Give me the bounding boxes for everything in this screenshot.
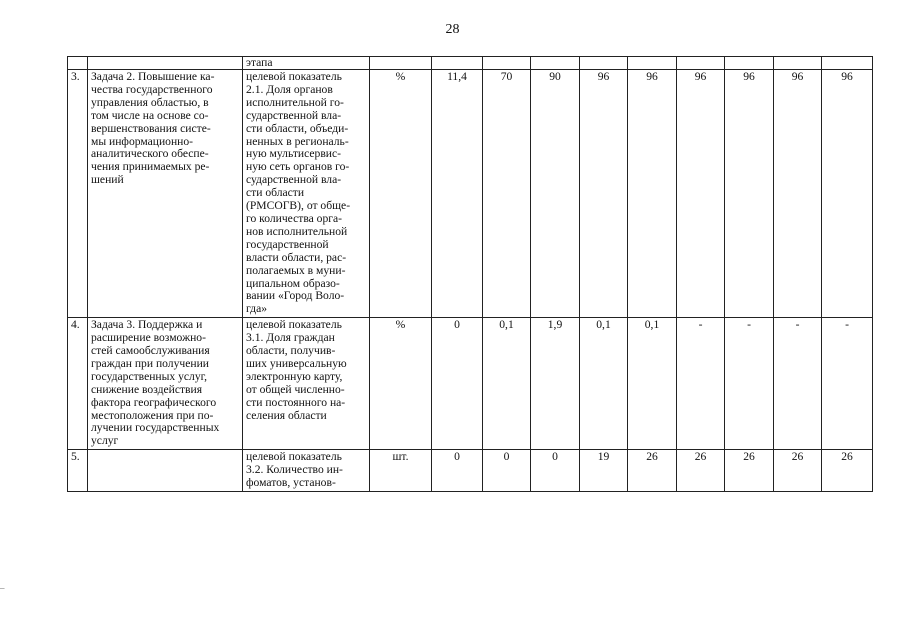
value-cell: - (822, 318, 873, 450)
value-cell: 26 (628, 450, 677, 492)
task-cell (88, 57, 243, 70)
value-cell: - (677, 318, 725, 450)
table-row (68, 70, 873, 318)
value-cell: 26 (725, 450, 774, 492)
value-cell: - (774, 318, 822, 450)
row-number: 3. (68, 70, 88, 318)
value-cell: 1,9 (531, 318, 580, 450)
value-cell: 0,1 (483, 318, 531, 450)
value-cell (677, 57, 725, 70)
value-cell: 0,1 (580, 318, 628, 450)
margin-mark: – (0, 583, 5, 593)
value-cell (822, 57, 873, 70)
unit-cell: % (370, 318, 432, 450)
indicators-table (67, 56, 873, 492)
value-cell: 26 (774, 450, 822, 492)
row-number: 4. (68, 318, 88, 450)
value-cell (531, 57, 580, 70)
value-cell: 26 (677, 450, 725, 492)
unit-cell: % (370, 70, 432, 318)
value-cell: 90 (531, 70, 580, 318)
value-cell: 96 (628, 70, 677, 318)
value-cell: 96 (774, 70, 822, 318)
value-cell (774, 57, 822, 70)
table-row (68, 450, 873, 492)
value-cell: 0 (432, 450, 483, 492)
indicator-cell: целевой показатель 2.1. Доля органов исполнительной го- сударственной вла- сти области, объеди- ненных в региональ- ную мультисервис- ную сеть органов го- сударственной вла- сти области (РМСОГВ), от обще- го количества орга- нов исполнительной государственной власти области, рас- полагаемых в муни- ципальном образо- вании «Город Воло- гда» (243, 70, 370, 318)
value-cell: 0 (483, 450, 531, 492)
indicator-cell: целевой показатель 3.1. Доля граждан области, получив- ших универсальную электронную карту, от общей численно- сти постоянного на- селения области (243, 318, 370, 450)
value-cell: 0 (531, 450, 580, 492)
table-row (68, 57, 873, 70)
value-cell: 0,1 (628, 318, 677, 450)
task-cell: Задача 3. Поддержка и расширение возможно- стей самообслуживания граждан при получении государственных услуг, снижение воздействия фактора географического местоположения при по- лучении государственных услуг (88, 318, 243, 450)
row-number: 5. (68, 450, 88, 492)
table-row (68, 318, 873, 450)
indicator-cell: этапа (243, 57, 370, 70)
value-cell: 96 (677, 70, 725, 318)
value-cell: 96 (822, 70, 873, 318)
value-cell: 96 (725, 70, 774, 318)
value-cell (432, 57, 483, 70)
task-cell: Задача 2. Повышение ка- чества государственного управления областью, в том числе на основе со- вершенствования систе- мы информационно- аналитического обеспе- чения принимаемых ре- шений (88, 70, 243, 318)
value-cell (628, 57, 677, 70)
value-cell (483, 57, 531, 70)
page-number: 28 (445, 22, 460, 37)
value-cell: 11,4 (432, 70, 483, 318)
row-number (68, 57, 88, 70)
unit-cell: шт. (370, 450, 432, 492)
value-cell: 70 (483, 70, 531, 318)
value-cell (580, 57, 628, 70)
value-cell: 0 (432, 318, 483, 450)
value-cell: 96 (580, 70, 628, 318)
task-cell (88, 450, 243, 492)
unit-cell (370, 57, 432, 70)
value-cell: 26 (822, 450, 873, 492)
value-cell: 19 (580, 450, 628, 492)
value-cell: - (725, 318, 774, 450)
indicator-cell: целевой показатель 3.2. Количество ин- фоматов, установ- (243, 450, 370, 492)
value-cell (725, 57, 774, 70)
